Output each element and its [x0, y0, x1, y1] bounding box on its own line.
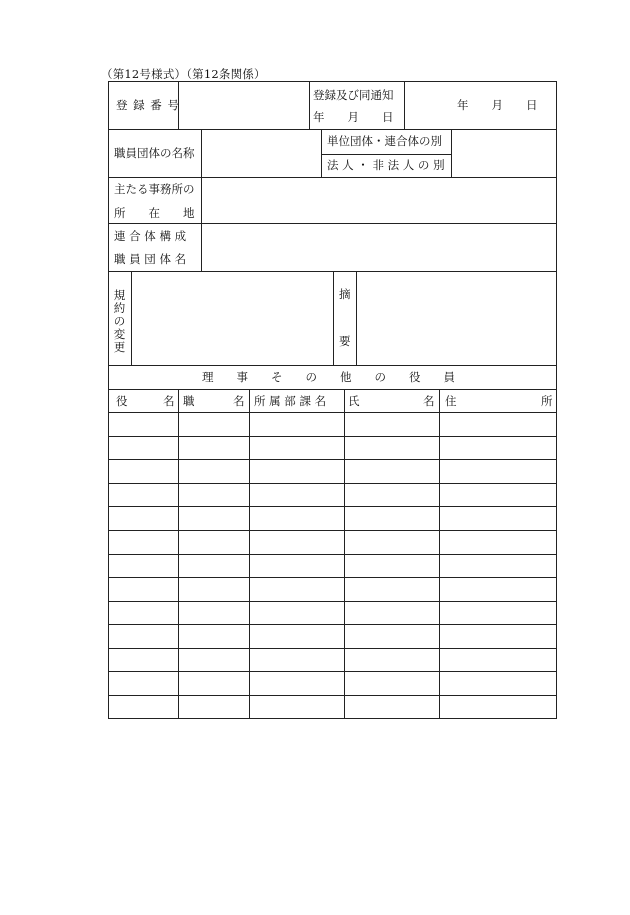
- form-number-caption: （第12号様式）（第12条関係）: [101, 67, 266, 81]
- rule-line: [108, 695, 557, 696]
- federation-members-label-line2: 職 員 団 体 名: [114, 252, 187, 266]
- registration-notice-date-label: 年 月 日: [313, 110, 394, 124]
- rule-line: [201, 177, 202, 271]
- rule-line: [333, 271, 334, 365]
- column-header-name: 氏: [348, 394, 360, 408]
- rule-change-label: 規約の変更: [113, 288, 126, 354]
- column-header-department: 所 属 部 課 名: [254, 394, 327, 408]
- registration-number-label: 登 録 番 号: [116, 98, 180, 112]
- rule-line: [108, 601, 557, 602]
- rule-line: [321, 129, 322, 177]
- rule-line: [108, 671, 557, 672]
- registration-date-field: 年 月 日: [457, 98, 538, 112]
- rule-line: [108, 459, 557, 460]
- summary-label-top: 摘: [339, 287, 351, 301]
- rule-line: [451, 129, 452, 177]
- rule-line: [108, 412, 557, 413]
- unit-or-federation-label: 単位団体・連合体の別: [327, 134, 442, 148]
- column-header-address: 所: [541, 394, 553, 408]
- rule-line: [108, 554, 557, 555]
- corporate-status-label: 法 人 ・ 非 法 人 の 別: [327, 158, 445, 172]
- rule-line: [108, 506, 557, 507]
- rule-line: [108, 648, 557, 649]
- rule-line: [108, 389, 557, 390]
- rule-line: [108, 483, 557, 484]
- org-name-label: 職員団体の名称: [114, 146, 195, 160]
- column-header-title: 職: [183, 394, 195, 408]
- column-header-address: 住: [445, 394, 457, 408]
- rule-line: [108, 129, 557, 130]
- officers-heading: 理 事 そ の 他 の 役 員: [202, 370, 455, 384]
- column-header-position: 名: [163, 394, 175, 408]
- rule-line: [131, 271, 132, 365]
- border-top: [108, 81, 557, 82]
- registration-change-form: [108, 81, 557, 718]
- rule-line: [321, 154, 451, 155]
- rule-line: [201, 129, 202, 177]
- rule-line: [404, 81, 405, 129]
- rule-line: [108, 365, 557, 366]
- column-header-name: 名: [423, 394, 435, 408]
- rule-line: [309, 81, 310, 129]
- rule-line: [108, 223, 557, 224]
- summary-label-bottom: 要: [339, 334, 351, 348]
- registration-notice-label: 登録及び同通知: [313, 88, 394, 102]
- column-header-title: 名: [233, 394, 245, 408]
- rule-line: [108, 177, 557, 178]
- rule-line: [356, 271, 357, 365]
- rule-line: [108, 577, 557, 578]
- border-bottom: [108, 718, 557, 719]
- rule-line: [108, 530, 557, 531]
- federation-members-label-line1: 連 合 体 構 成: [114, 229, 187, 243]
- rule-line: [108, 436, 557, 437]
- office-label-line1: 主たる事務所の: [114, 182, 195, 196]
- column-header-position: 役: [116, 394, 128, 408]
- rule-line: [108, 624, 557, 625]
- office-label-line2: 所 在 地: [114, 206, 195, 220]
